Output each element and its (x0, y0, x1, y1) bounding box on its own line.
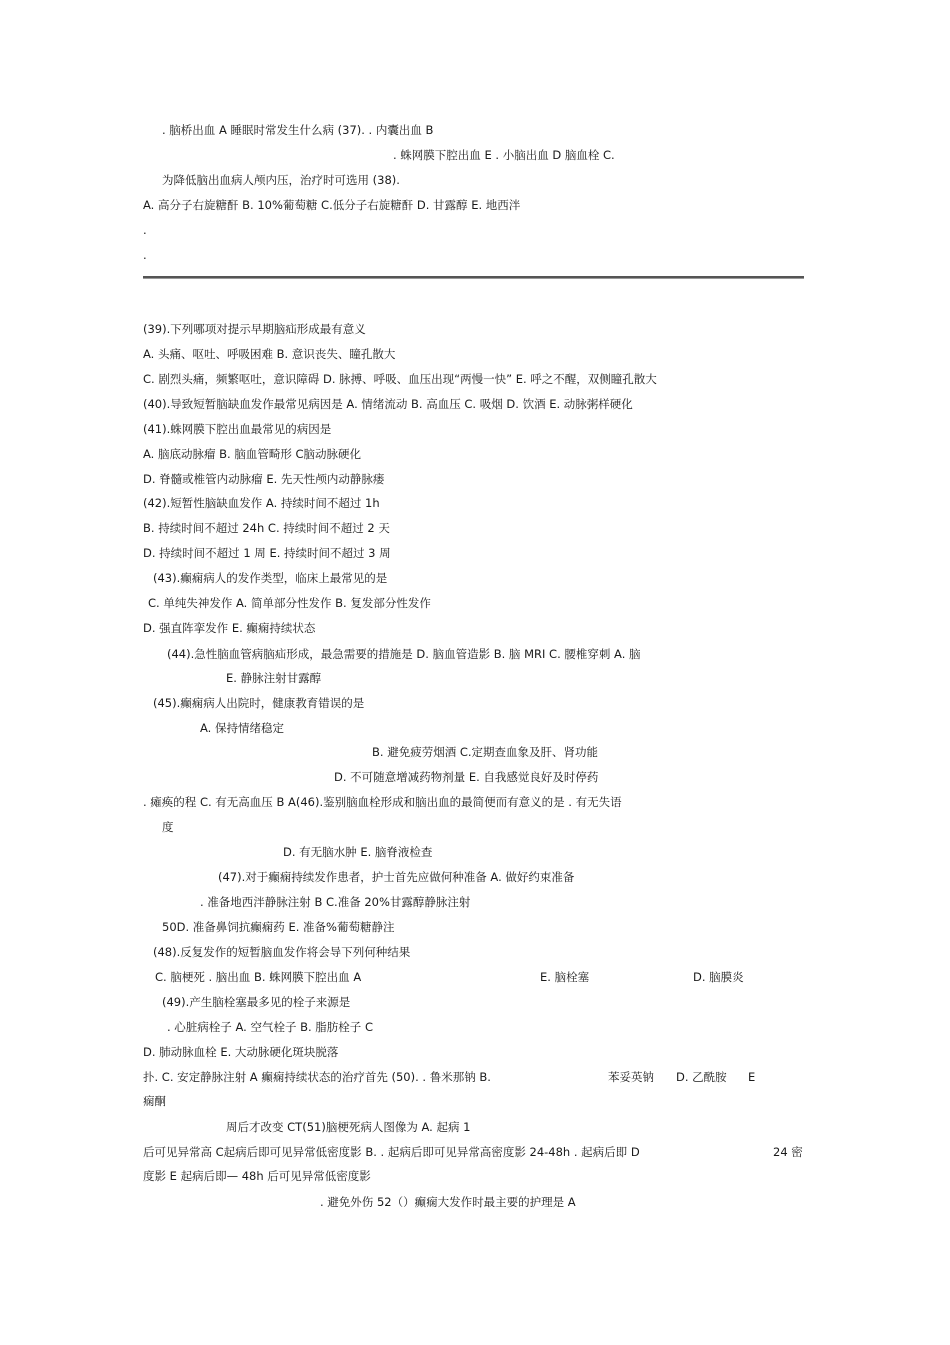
question-43: (43).癫痫病人的发作类型，临床上最常见的是 (153, 571, 388, 585)
text-line: A. 高分子右旋糖酐 B. 10%葡萄糖 C.低分子右旋糖酐 D. 甘露醇 E. 地西泮 (143, 198, 521, 212)
text-line: . (143, 248, 147, 262)
text-line: C. 剧烈头痛，频繁呕吐，意识障碍 D. 脉搏、呼吸、血压出现“两慢一快” E. 呼之不醒，双侧瞳孔散大 (143, 372, 657, 386)
text-line: 度影 E 起病后即— 48h 后可见异常低密度影 (143, 1169, 371, 1183)
text-line: D. 不可随意增减药物剂量 E. 自我感觉良好及时停药 (334, 770, 599, 784)
text-line: D. 肺动脉血栓 E. 大动脉硬化斑块脱落 (143, 1045, 339, 1059)
question-39: (39).下列哪项对提示早期脑疝形成最有意义 (143, 322, 366, 336)
text-line: . 准备地西泮静脉注射 B C.准备 20%甘露醇静脉注射 (200, 895, 471, 909)
text-line: A. 脑底动脉瘤 B. 脑血管畸形 C脑动脉硬化 (143, 447, 362, 461)
question-42: (42).短暂性脑缺血发作 A. 持续时间不超过 1h (143, 496, 380, 510)
text-line: D. 持续时间不超过 1 周 E. 持续时间不超过 3 周 (143, 546, 391, 560)
text-line: A. 保持情绪稳定 (200, 721, 284, 735)
text-line: 50D. 准备鼻饲抗癫痫药 E. 准备%葡萄糖静注 (162, 920, 395, 934)
text-line: 痫酮 (143, 1094, 166, 1108)
text-line: . 脑桥出血 A 睡眠时常发生什么病 (37). . 内囊出血 B (162, 123, 434, 137)
text-line: C. 脑梗死 . 脑出血 B. 蛛网膜下腔出血 A (155, 970, 362, 984)
text-line: E (748, 1070, 756, 1084)
text-line: B. 持续时间不超过 24h C. 持续时间不超过 2 天 (143, 521, 390, 535)
question-40: (40).导致短暂脑缺血发作最常见病因是 A. 情绪流动 B. 高血压 C. 吸烟 D. 饮酒 E. 动脉粥样硬化 (143, 397, 633, 411)
question-41: (41).蛛网膜下腔出血最常见的病因是 (143, 422, 332, 436)
text-line: 为降低脑出血病人颅内压，治疗时可选用 (38). (162, 173, 400, 187)
text-line: D. 强直阵挛发作 E. 癫痫持续状态 (143, 621, 316, 635)
question-47: (47).对于癫痫持续发作患者，护士首先应做何种准备 A. 做好约束准备 (218, 870, 575, 884)
horizontal-divider (143, 276, 804, 279)
text-line: D. 乙酰胺 (676, 1070, 727, 1084)
text-line: 度 (162, 820, 174, 834)
question-51: 周后才改变 CT(51)脑梗死病人图像为 A. 起病 1 (226, 1120, 471, 1134)
text-line: C. 单纯失神发作 A. 简单部分性发作 B. 复发部分性发作 (148, 596, 431, 610)
text-line: . 心脏病栓子 A. 空气栓子 B. 脂肪栓子 C (167, 1020, 373, 1034)
question-44: (44).急性脑血管病脑疝形成，最急需要的措施是 D. 脑血管造影 B. 脑 MRI C. 腰椎穿刺 A. 脑 (167, 647, 641, 661)
question-49: (49).产生脑栓塞最多见的栓子来源是 (162, 995, 351, 1009)
text-line: . (143, 223, 147, 237)
text-line: 24 密 (773, 1145, 803, 1159)
text-line: 后可见异常高 C起病后即可见异常低密度影 B. . 起病后即可见异常高密度影 24-48h . 起病后即 D (143, 1145, 640, 1159)
text-line: B. 避免疲劳烟酒 C.定期查血象及肝、肾功能 (372, 745, 599, 759)
text-line: D. 脑膜炎 (693, 970, 744, 984)
text-line: D. 有无脑水肿 E. 脑脊液检查 (283, 845, 433, 859)
question-50: 扑. C. 安定静脉注射 A 癫痫持续状态的治疗首先 (50). . 鲁米那钠 B. (143, 1070, 491, 1084)
text-line: 苯妥英钠 (608, 1070, 654, 1084)
question-45: (45).癫痫病人出院时，健康教育错误的是 (153, 696, 365, 710)
question-48: (48).反复发作的短暂脑血发作将会导下列何种结果 (153, 945, 411, 959)
text-line: . 蛛网膜下腔出血 E . 小脑出血 D 脑血栓 C. (393, 148, 615, 162)
text-line: E. 脑栓塞 (540, 970, 590, 984)
question-46: . 瘫痪的程 C. 有无高血压 B A(46).鉴别脑血栓形成和脑出血的最简便而有意义的是 . 有无失语 (143, 795, 622, 809)
question-52: . 避免外伤 52（）癫痫大发作时最主要的护理是 A (320, 1195, 576, 1209)
text-line: D. 脊髓或椎管内动脉瘤 E. 先天性颅内动静脉瘘 (143, 472, 385, 486)
text-line: A. 头痛、呕吐、呼吸困难 B. 意识丧失、瞳孔散大 (143, 347, 396, 361)
text-line: E. 静脉注射甘露醇 (226, 671, 322, 685)
